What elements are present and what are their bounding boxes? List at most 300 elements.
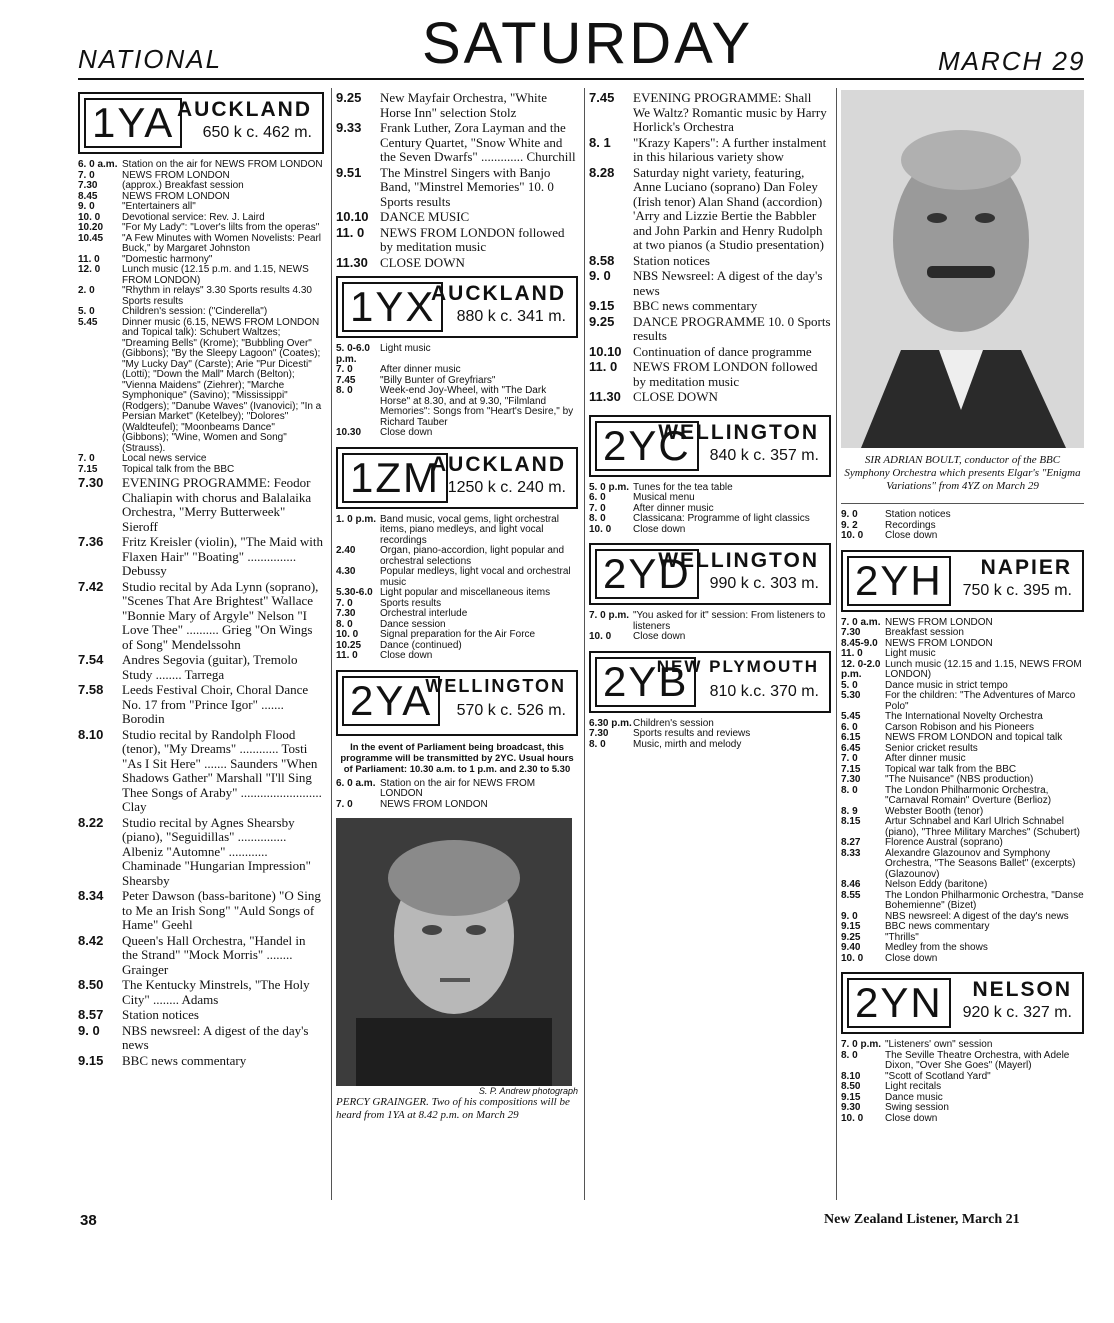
entry-text: CLOSE DOWN <box>633 389 718 404</box>
schedule-entry <box>78 1008 324 1023</box>
entry-text: The Minstrel Singers with Banjo Band, "Minstrel Memories" 10. 0 Sports results <box>380 164 554 209</box>
station-frequency: 840 k c. 357 m. <box>709 446 819 464</box>
entry-time: 10. 0 <box>336 629 359 640</box>
entry-text: Close down <box>380 427 433 438</box>
entry-time: 8.45 <box>78 190 98 202</box>
entry-time: 9.33 <box>336 120 362 135</box>
entry-time: 7.30 <box>78 180 98 191</box>
evening-programme-list <box>589 91 831 405</box>
entry-time: 8.58 <box>589 252 615 268</box>
entry-text: "Thrills" <box>885 931 919 943</box>
entry-time: 7.30 <box>589 728 609 739</box>
entry-time: 7. 0 p.m. <box>841 1039 882 1050</box>
entry-time: 7.54 <box>78 652 104 667</box>
schedule-entry <box>336 546 578 567</box>
schedule-entry <box>589 611 831 632</box>
entry-text: Orchestral interlude <box>380 608 468 619</box>
schedule-entry <box>336 641 578 652</box>
entry-text: "Listeners' own" session <box>885 1039 993 1050</box>
schedule-entry <box>336 651 578 662</box>
schedule-entry <box>841 1103 1084 1114</box>
entry-text: The International Novelty Orchestra <box>885 711 1043 722</box>
entry-text: New Mayfair Orchestra, "White Horse Inn" selection Stolz <box>380 90 548 120</box>
entry-time: 8.15 <box>841 816 861 827</box>
schedule-entry <box>78 653 324 682</box>
entry-text: Recordings <box>885 519 936 531</box>
entry-text: Webster Booth (tenor) <box>885 805 984 817</box>
entry-text: For the children: "The Adventures of Marco Polo" <box>885 690 1076 712</box>
entry-text: NEWS FROM LONDON followed by meditation music <box>633 359 818 389</box>
entry-text: Artur Schnabel and Karl Ulrich Schnabel (piano), "Three Military Marches" (Schubert) <box>885 816 1080 838</box>
entry-time: 11. 0 <box>336 224 365 240</box>
entry-text: Devotional service: Rev. J. Laird <box>122 211 265 223</box>
entry-time: 9.25 <box>336 90 362 105</box>
station-call-sign: 2YC <box>595 421 699 471</box>
schedule-entry <box>841 754 1084 765</box>
station-call-sign: 1YX <box>342 282 443 332</box>
schedule-entry <box>336 91 578 120</box>
entry-time: 5. 0-6.0 p.m. <box>336 343 370 365</box>
evening-programme-list <box>78 476 324 1068</box>
station-name: AUCKLAND <box>431 282 566 305</box>
entry-time: 8.55 <box>841 889 861 901</box>
schedule-entry <box>841 786 1084 807</box>
entry-time: 5.30-6.0 <box>336 587 373 598</box>
schedule-entry <box>589 525 831 536</box>
entry-time: 7. 0 <box>336 364 353 375</box>
schedule-entry <box>589 632 831 643</box>
entry-time: 10. 0 <box>841 530 864 541</box>
schedule-entry <box>841 639 1084 650</box>
entry-text: Musical menu <box>633 492 695 503</box>
entry-text: "Scott of Scotland Yard" <box>885 1070 991 1082</box>
entry-time: 8.33 <box>841 847 861 859</box>
station-header-1yx <box>336 276 578 338</box>
schedule-entry <box>841 1072 1084 1083</box>
entry-time: 7. 0 <box>78 453 95 464</box>
entry-time: 7.15 <box>841 763 861 775</box>
station-call-sign: 2YN <box>847 978 951 1028</box>
entry-time: 9. 0 <box>841 509 858 520</box>
entry-text: "The Nuisance" (NBS production) <box>885 774 1034 785</box>
entry-text: Classicana: Programme of light classics <box>633 513 810 524</box>
entry-time: 8. 0 <box>336 618 353 630</box>
entry-time: 6. 0 <box>589 492 606 503</box>
station-frequency: 570 k c. 526 m. <box>456 701 566 719</box>
entry-text: The Seville Theatre Orchestra, with Adele Dixon, "Over She Goes" (Mayerl) <box>885 1049 1070 1071</box>
header-national: NATIONAL <box>78 44 223 74</box>
entry-text: Week-end Joy-Wheel, with "The Dark Horse" at 8.30, and at 9.30, "Filmland Memories": Songs from "Heart's Desire," by Richard Tauber <box>380 385 574 428</box>
entry-text: BBC news commentary <box>633 298 758 313</box>
entry-time: 9.15 <box>78 1052 104 1068</box>
portrait-image <box>841 90 1084 448</box>
entry-time: 7. 0 <box>841 753 858 764</box>
entry-text: Popular medleys, light vocal and orchestral music <box>380 566 571 588</box>
entry-time: 7.30 <box>841 774 861 785</box>
entry-text: Station on the air for NEWS FROM LONDON <box>380 777 536 799</box>
schedule-entry <box>336 344 578 365</box>
entry-time: 9.25 <box>589 313 615 329</box>
schedule-list <box>336 515 578 662</box>
schedule-entry <box>841 521 1084 532</box>
schedule-entry <box>841 1114 1084 1125</box>
station-call-sign: 2YA <box>342 676 440 726</box>
schedule-entry <box>589 299 831 314</box>
entry-time: 11.30 <box>336 254 368 270</box>
entry-time: 8. 0 <box>336 385 353 396</box>
schedule-entry <box>841 1051 1084 1072</box>
entry-text: Lunch music (12.15 and 1.15, NEWS FROM LONDON) <box>885 658 1082 680</box>
schedule-entry <box>841 628 1084 639</box>
station-name: WELLINGTON <box>658 549 819 572</box>
page-number: 38 <box>80 1212 97 1229</box>
entry-text: Close down <box>885 952 938 964</box>
header-rule <box>78 78 1084 80</box>
entry-time: 6.30 p.m. <box>589 717 632 729</box>
entry-time: 9.25 <box>841 931 861 943</box>
schedule-entry <box>336 779 578 800</box>
entry-text: The London Philharmonic Orchestra, "Danse Bohemienne" (Bizet) <box>885 889 1084 911</box>
entry-time: 9.30 <box>841 1102 861 1113</box>
entry-text: Leeds Festival Choir, Choral Dance No. 17 from "Prince Igor" ....... Borodin <box>122 682 309 726</box>
schedule-entry <box>841 954 1084 965</box>
entry-text: Studio recital by Agnes Shearsby (piano), "Seguidillas" ............... Albeniz "Automne" ............ Chaminade "Hungarian Impression" Shearsby <box>122 814 311 888</box>
entry-time: 8.45-9.0 <box>841 637 878 649</box>
entry-text: Dance music <box>885 1091 943 1103</box>
entry-text: "For My Lady": "Lover's lilts from the operas" <box>122 222 320 233</box>
entry-time: 7.30 <box>336 608 356 619</box>
station-header-2yd <box>589 543 831 605</box>
photo-caption: SIR ADRIAN BOULT, conductor of the BBC Symphony Orchestra which presents Elgar's "Enigma Variations" from 4YZ on March 29 <box>844 454 1081 492</box>
entry-text: Close down <box>885 530 938 541</box>
entry-time: 10. 0 <box>841 1112 864 1124</box>
schedule-list <box>336 779 578 811</box>
schedule-entry <box>589 360 831 389</box>
page-title: SATURDAY <box>422 11 754 76</box>
station-call-sign: 1ZM <box>342 453 448 503</box>
entry-time: 5. 0 <box>841 679 858 691</box>
schedule-entry <box>336 256 578 271</box>
column-2 <box>336 90 578 1122</box>
schedule-entry <box>78 181 324 192</box>
entry-text: NBS Newsreel: A digest of the day's news <box>633 268 823 298</box>
schedule-entry <box>841 531 1084 542</box>
entry-time: 7. 0 <box>336 597 353 609</box>
station-frequency: 750 k c. 395 m. <box>962 581 1072 599</box>
entry-text: "Entertainers all" <box>122 201 196 212</box>
entry-text: NBS newsreel: A digest of the day's news <box>122 1022 309 1052</box>
entry-time: 2.40 <box>336 545 356 556</box>
station-call-sign: 2YB <box>595 657 696 707</box>
entry-time: 9. 0 <box>78 1022 100 1038</box>
entry-time: 5.45 <box>841 711 861 722</box>
entry-time: 10.20 <box>78 222 104 233</box>
schedule-entry <box>841 849 1084 881</box>
station-header-2yb <box>589 651 831 713</box>
entry-text: NEWS FROM LONDON <box>380 798 488 810</box>
schedule-entry <box>841 943 1084 954</box>
portrait-image <box>336 818 572 1086</box>
entry-time: 10.10 <box>336 209 369 224</box>
entry-text: "Billy Bunter of Greyfriars" <box>380 374 496 386</box>
station-call-sign: 2YH <box>847 556 951 606</box>
entry-time: 8. 9 <box>841 805 858 817</box>
schedule-entry <box>589 269 831 298</box>
entry-time: 10. 0 <box>589 523 612 535</box>
schedule-entry <box>78 889 324 933</box>
entry-text: Band music, vocal gems, light orchestral items, piano medleys, and light vocal recordings <box>380 513 559 546</box>
entry-time: 6.15 <box>841 732 861 743</box>
schedule-entry <box>78 1024 324 1053</box>
entry-text: NEWS FROM LONDON followed by meditation music <box>380 224 565 254</box>
entry-text: Light music <box>885 648 936 659</box>
entry-time: 12. 0-2.0 p.m. <box>841 658 881 680</box>
entry-text: Lunch music (12.15 p.m. and 1.15, NEWS FROM LONDON) <box>122 264 309 286</box>
column-4 <box>841 90 1084 1124</box>
publication-name: New Zealand Listener, March 21 <box>824 1212 1020 1227</box>
schedule-entry <box>589 483 831 494</box>
schedule-entry <box>589 729 831 740</box>
station-name: NEW PLYMOUTH <box>656 656 819 676</box>
schedule-entry <box>589 91 831 135</box>
entry-text: BBC news commentary <box>885 921 990 932</box>
entry-text: Alexandre Glazounov and Symphony Orchestra, "The Seasons Ballet" (excerpts) (Glazounov) <box>885 847 1076 880</box>
station-name: AUCKLAND <box>177 98 312 121</box>
schedule-entry <box>336 121 578 165</box>
entry-text: Nelson Eddy (baritone) <box>885 879 988 890</box>
entry-time: 5. 0 <box>78 306 95 317</box>
schedule-list <box>841 1040 1084 1124</box>
entry-time: 8.46 <box>841 879 861 890</box>
entry-time: 7.15 <box>78 463 98 475</box>
schedule-entry <box>78 202 324 213</box>
entry-text: DANCE PROGRAMME 10. 0 Sports results <box>633 313 831 343</box>
entry-text: NEWS FROM LONDON <box>122 190 230 202</box>
entry-time: 7. 0 <box>336 798 353 810</box>
entry-text: Fritz Kreisler (violin), "The Maid with Flaxen Hair" "Boating" ............... Debussy <box>122 534 323 578</box>
schedule-list <box>589 611 831 643</box>
station-header-2yh <box>841 550 1084 612</box>
entry-text: Light popular and miscellaneous items <box>380 587 551 598</box>
column-divider <box>836 88 837 1200</box>
entry-text: Studio recital by Ada Lynn (soprano), "Scenes That Are Brightest" Wallace "Bonnie Mary of Argyle" Nelson "I Love Thee" .......... Grieg "On Wings of Song" Mendelssohn <box>122 578 319 652</box>
entry-text: NBS newsreel: A digest of the day's news <box>885 910 1069 922</box>
schedule-entry <box>841 1082 1084 1093</box>
photo-caption: PERCY GRAINGER. Two of his compositions will be heard from 1YA at 8.42 p.m. on March 29 <box>336 1096 570 1121</box>
entry-time: 5. 0 p.m. <box>589 481 630 493</box>
entry-time: 8.57 <box>78 1007 104 1022</box>
schedule-entry <box>78 934 324 978</box>
header-date: MARCH 29 <box>938 46 1086 76</box>
entry-time: 8. 0 <box>589 738 606 750</box>
entry-text: CLOSE DOWN <box>380 254 465 270</box>
schedule-entry <box>841 880 1084 891</box>
entry-text: The London Philharmonic Orchestra, "Carnaval Romain" Overture (Berlioz) <box>885 784 1052 806</box>
schedule-entry <box>78 816 324 889</box>
schedule-entry <box>78 265 324 286</box>
column-divider <box>584 88 585 1200</box>
entry-text: Close down <box>380 650 433 661</box>
entry-time: 9.15 <box>589 298 615 313</box>
column-1 <box>78 90 324 1069</box>
parliament-note: In the event of Parliament being broadcast, this programme will be transmitted by 2YC. Usual hours of Parliament: 10.30 a.m. to 1 p.m. and 2.30 to 5.30 <box>340 741 574 775</box>
entry-time: 7.45 <box>336 374 356 386</box>
entry-time: 6. 0 <box>841 721 858 733</box>
entry-time: 12. 0 <box>78 264 101 275</box>
entry-time: 8. 0 <box>841 784 858 796</box>
station-frequency: 650 k c. 462 m. <box>202 124 312 141</box>
entry-time: 8. 0 <box>589 513 606 524</box>
schedule-entry <box>78 192 324 203</box>
schedule-entry <box>841 510 1084 521</box>
schedule-entry <box>589 136 831 165</box>
entry-text: Station notices <box>885 509 951 520</box>
entry-text: NEWS FROM LONDON and topical talk <box>885 732 1063 743</box>
schedule-entry <box>336 365 578 376</box>
schedule-entry <box>336 210 578 225</box>
entry-time: 9. 0 <box>589 268 611 283</box>
column-3 <box>589 90 831 750</box>
schedule-entry <box>841 691 1084 712</box>
entry-time: 10.30 <box>336 427 362 438</box>
entry-time: 11. 0 <box>589 359 618 374</box>
station-header-1zm <box>336 447 578 509</box>
schedule-entry <box>589 390 831 405</box>
entry-time: 7. 0 p.m. <box>589 610 630 621</box>
schedule-entry <box>78 286 324 307</box>
schedule-entry <box>841 838 1084 849</box>
entry-text: Carson Robison and his Pioneers <box>885 721 1034 733</box>
entry-text: Peter Dawson (bass-baritone) "O Sing to Me an Irish Song" "Auld Songs of Hame" Geehl <box>122 888 321 932</box>
entry-text: After dinner music <box>633 502 714 514</box>
station-header-2yn <box>841 972 1084 1034</box>
entry-text: "Rhythm in relays" 3.30 Sports results 4.30 Sports results <box>122 285 312 307</box>
entry-text: Signal preparation for the Air Force <box>380 629 536 640</box>
schedule-entry <box>589 493 831 504</box>
schedule-entry <box>78 535 324 579</box>
entry-time: 4.30 <box>336 566 356 577</box>
entry-text: Tunes for the tea table <box>633 481 733 493</box>
entry-time: 9. 0 <box>841 910 858 922</box>
entry-time: 9.15 <box>841 1091 861 1103</box>
schedule-entry <box>78 454 324 465</box>
entry-time: 9.15 <box>841 921 861 932</box>
station-header-2ya <box>336 670 578 736</box>
schedule-entry <box>78 978 324 1007</box>
station-call-sign: 2YD <box>595 549 699 599</box>
entry-time: 7.58 <box>78 682 104 697</box>
schedule-list <box>841 510 1084 542</box>
schedule-entry <box>78 318 324 455</box>
entry-text: Dance session <box>380 618 446 630</box>
entry-text: Light music <box>380 343 431 354</box>
entry-text: Music, mirth and melody <box>633 738 742 750</box>
entry-text: Dance music in strict tempo <box>885 679 1008 691</box>
entry-time: 8.50 <box>78 977 104 992</box>
schedule-list <box>589 719 831 751</box>
entry-time: 9.40 <box>841 942 861 953</box>
entry-text: Senior cricket results <box>885 742 978 754</box>
entry-text: Saturday night variety, featuring, Anne Luciano (soprano) Dan Foley (Irish tenor) Alan Shand (accordion) 'Arry and Lizzie Bertie the Babbler and John Parkin and Henry Rudolph at two pianos (a Studio presentation) <box>633 164 824 252</box>
station-frequency: 990 k c. 303 m. <box>709 575 819 592</box>
entry-text: Topical talk from the BBC <box>122 463 235 475</box>
entry-time: 5.45 <box>78 316 98 328</box>
station-frequency: 1250 k c. 240 m. <box>447 478 566 496</box>
station-call-sign: 1YA <box>84 98 182 148</box>
schedule-entry <box>841 649 1084 660</box>
entry-time: 10.25 <box>336 639 362 651</box>
schedule-entry <box>841 1093 1084 1104</box>
station-name: WELLINGTON <box>658 420 819 444</box>
station-frequency: 920 k c. 327 m. <box>962 1004 1072 1021</box>
schedule-entry <box>841 733 1084 744</box>
entry-time: 8.50 <box>841 1081 861 1092</box>
entry-text: Station on the air for NEWS FROM LONDON <box>122 159 323 170</box>
entry-time: 11. 0 <box>841 648 863 659</box>
entry-time: 8.34 <box>78 888 104 903</box>
entry-text: After dinner music <box>885 753 966 764</box>
entry-time: 8.10 <box>78 726 104 742</box>
schedule-entry <box>78 160 324 171</box>
entry-text: Topical war talk from the BBC <box>885 763 1017 775</box>
entry-text: Light recitals <box>885 1081 942 1092</box>
entry-time: 2. 0 <box>78 285 95 296</box>
entry-text: "You asked for it" session: From listeners to listeners <box>633 610 826 632</box>
station-name: WELLINGTON <box>425 675 566 696</box>
entry-text: Andres Segovia (guitar), Tremolo Study ........ Tarrega <box>122 652 298 682</box>
entry-time: 8.27 <box>841 837 861 848</box>
schedule-entry <box>589 166 831 253</box>
station-name: AUCKLAND <box>431 452 566 476</box>
entry-text: Swing session <box>885 1102 949 1113</box>
schedule-entry <box>589 514 831 525</box>
schedule-list <box>78 160 324 475</box>
schedule-entry <box>336 226 578 255</box>
entry-time: 11.30 <box>589 389 621 404</box>
schedule-entry <box>78 234 324 255</box>
percy-grainger-photo <box>336 818 572 1086</box>
schedule-list <box>336 344 578 439</box>
station-header-2yc <box>589 415 831 477</box>
entry-text: EVENING PROGRAMME: Feodor Chaliapin with chorus and Balalaika Orchestra, "Merry Butterweek" Sieroff <box>122 475 312 534</box>
station-name: NAPIER <box>980 555 1072 579</box>
schedule-entry <box>336 515 578 547</box>
entry-time: 8.22 <box>78 814 104 830</box>
entry-time: 6.45 <box>841 742 861 754</box>
entry-time: 10.10 <box>589 343 622 359</box>
station-name: NELSON <box>972 978 1072 1001</box>
schedule-entry <box>78 1054 324 1069</box>
station-frequency: 880 k c. 341 m. <box>456 308 566 325</box>
entry-time: 7. 0 a.m. <box>841 616 881 628</box>
entry-text: BBC news commentary <box>122 1052 247 1068</box>
station-frequency: 810 k.c. 370 m. <box>709 682 819 700</box>
schedule-list <box>589 483 831 536</box>
entry-text: Studio recital by Randolph Flood (tenor), "My Dreams" ............ Tosti "As I Sit Here" ....... Saunders "When Shadows Gather" Marshall "I'll Sing Thee Songs of Araby" ......................... Clay <box>122 726 322 814</box>
schedule-entry <box>336 166 578 210</box>
entry-text: Medley from the shows <box>885 942 988 953</box>
entry-text: "Krazy Kapers": A further instalment in this hilarious variety show <box>633 134 827 164</box>
entry-time: 7.36 <box>78 534 104 549</box>
entry-time: 10. 0 <box>589 631 612 642</box>
entry-text: Station notices <box>122 1007 199 1022</box>
schedule-entry <box>841 712 1084 723</box>
schedule-entry <box>589 315 831 344</box>
entry-time: 1. 0 p.m. <box>336 513 377 525</box>
entry-text: Station notices <box>633 252 710 268</box>
schedule-entry <box>589 740 831 751</box>
entry-time: 8.42 <box>78 932 104 948</box>
